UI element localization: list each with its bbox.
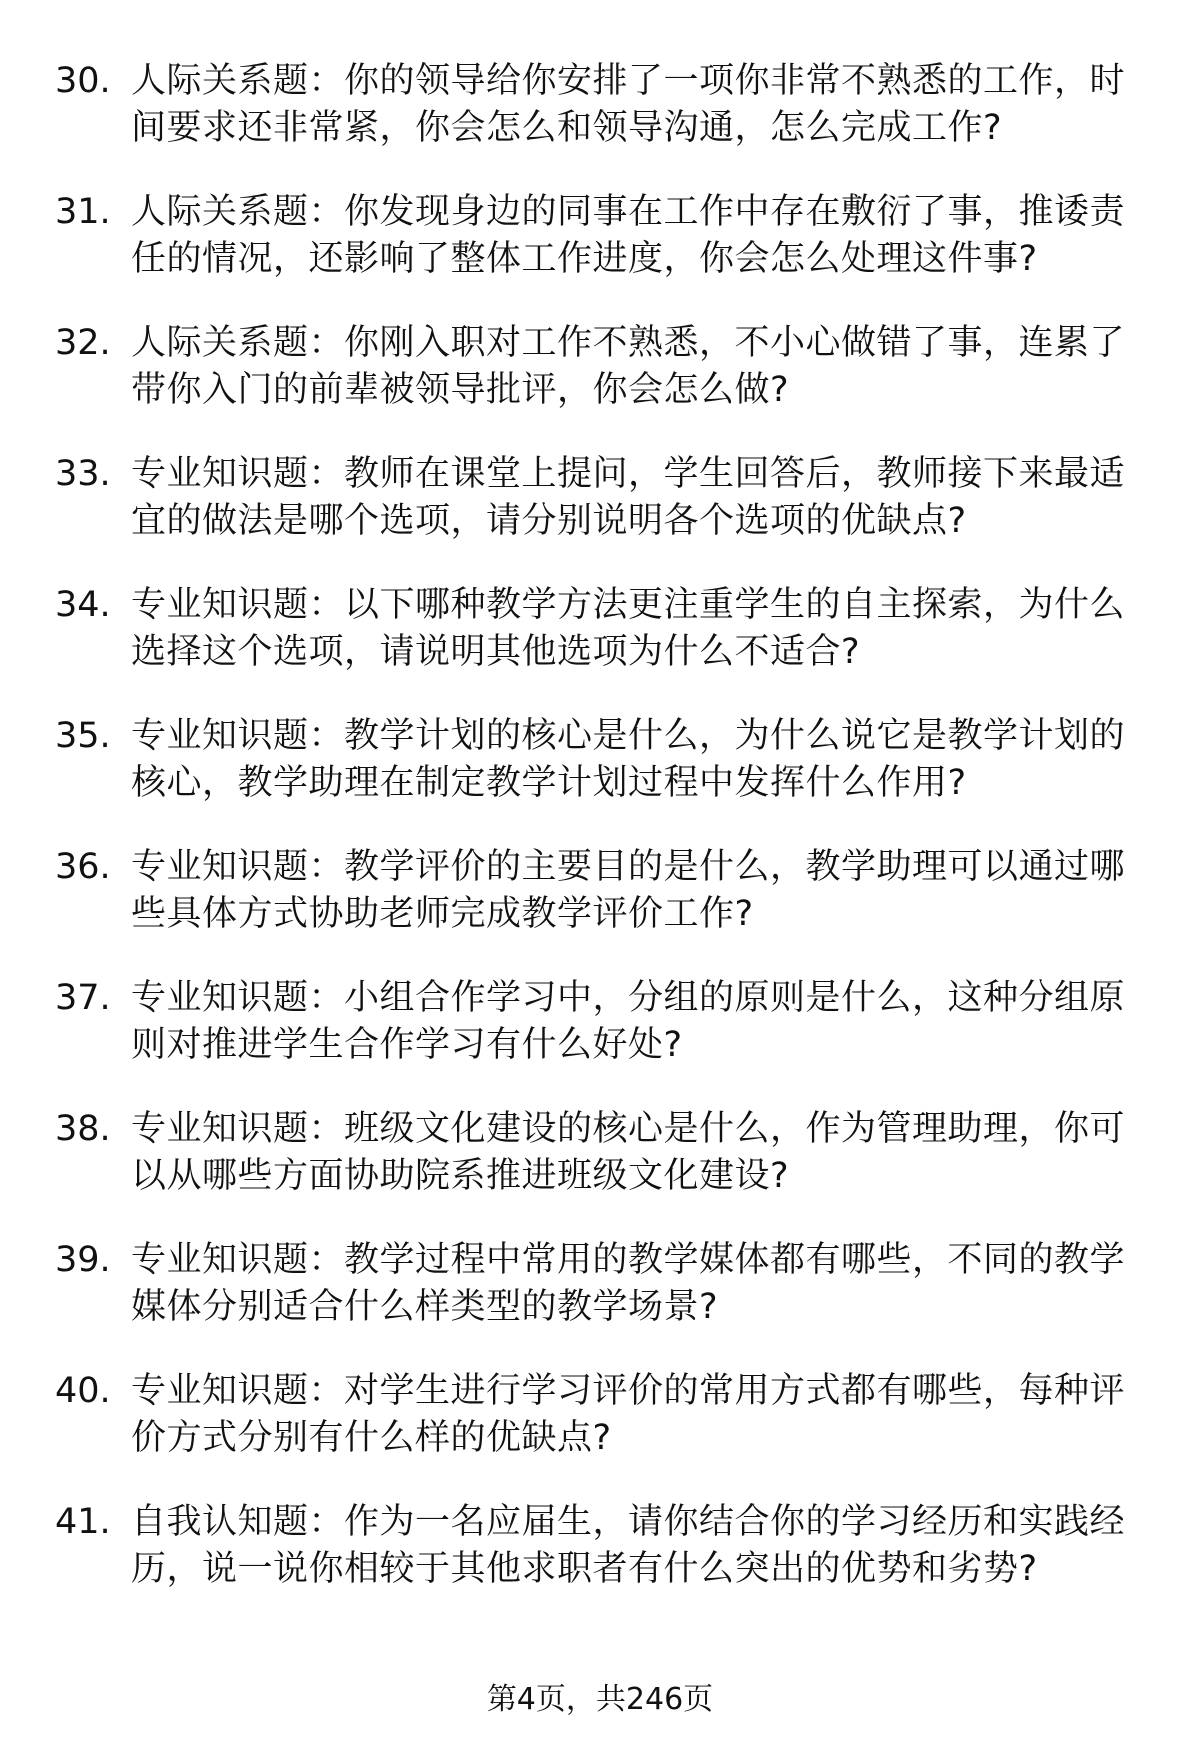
question-item (55, 451, 1145, 582)
question-number: 34. (55, 585, 111, 625)
question-item (55, 320, 1145, 451)
question-text: 专业知识题：以下哪种教学方法更注重学生的自主探索，为什么选择这个选项，请说明其他选项为什么不适合? (131, 585, 1126, 672)
question-text: 专业知识题：教师在课堂上提问，学生回答后，教师接下来最适宜的做法是哪个选项，请分别说明各个选项的优缺点? (131, 454, 1126, 541)
question-item (55, 189, 1145, 320)
question-number: 30. (55, 61, 111, 101)
question-text: 专业知识题：班级文化建设的核心是什么，作为管理助理，你可以从哪些方面协助院系推进班级文化建设? (131, 1109, 1126, 1196)
question-number: 41. (55, 1502, 111, 1542)
question-text: 专业知识题：教学过程中常用的教学媒体都有哪些，不同的教学媒体分别适合什么样类型的教学场景? (131, 1240, 1126, 1327)
question-item (55, 58, 1145, 189)
question-item (55, 1106, 1145, 1237)
question-item (55, 1368, 1145, 1499)
question-number: 32. (55, 323, 111, 363)
question-number: 38. (55, 1109, 111, 1149)
question-number: 31. (55, 192, 111, 232)
question-text: 专业知识题：教学评价的主要目的是什么，教学助理可以通过哪些具体方式协助老师完成教学评价工作? (131, 847, 1126, 934)
question-number: 33. (55, 454, 111, 494)
question-item (55, 844, 1145, 975)
question-item (55, 713, 1145, 844)
question-item (55, 582, 1145, 713)
question-number: 36. (55, 847, 111, 887)
question-text: 专业知识题：对学生进行学习评价的常用方式都有哪些，每种评价方式分别有什么样的优缺点? (131, 1371, 1126, 1458)
question-list (55, 58, 1145, 1630)
question-item (55, 1237, 1145, 1368)
question-number: 39. (55, 1240, 111, 1280)
page-footer: 第4页，共246页 (486, 1682, 714, 1717)
question-number: 37. (55, 978, 111, 1018)
question-text: 专业知识题：小组合作学习中，分组的原则是什么，这种分组原则对推进学生合作学习有什么好处? (131, 978, 1126, 1065)
question-text: 专业知识题：教学计划的核心是什么，为什么说它是教学计划的核心，教学助理在制定教学计划过程中发挥什么作用? (131, 716, 1126, 803)
question-number: 40. (55, 1371, 111, 1411)
question-item (55, 975, 1145, 1106)
question-text: 自我认知题：作为一名应届生，请你结合你的学习经历和实践经历，说一说你相较于其他求职者有什么突出的优势和劣势? (131, 1502, 1126, 1589)
question-item (55, 1499, 1145, 1630)
question-text: 人际关系题：你发现身边的同事在工作中存在敷衍了事，推诿责任的情况，还影响了整体工作进度，你会怎么处理这件事? (131, 192, 1126, 279)
question-text: 人际关系题：你的领导给你安排了一项你非常不熟悉的工作，时间要求还非常紧，你会怎么和领导沟通，怎么完成工作? (131, 61, 1126, 148)
question-number: 35. (55, 716, 111, 756)
question-text: 人际关系题：你刚入职对工作不熟悉，不小心做错了事，连累了带你入门的前辈被领导批评，你会怎么做? (131, 323, 1126, 410)
